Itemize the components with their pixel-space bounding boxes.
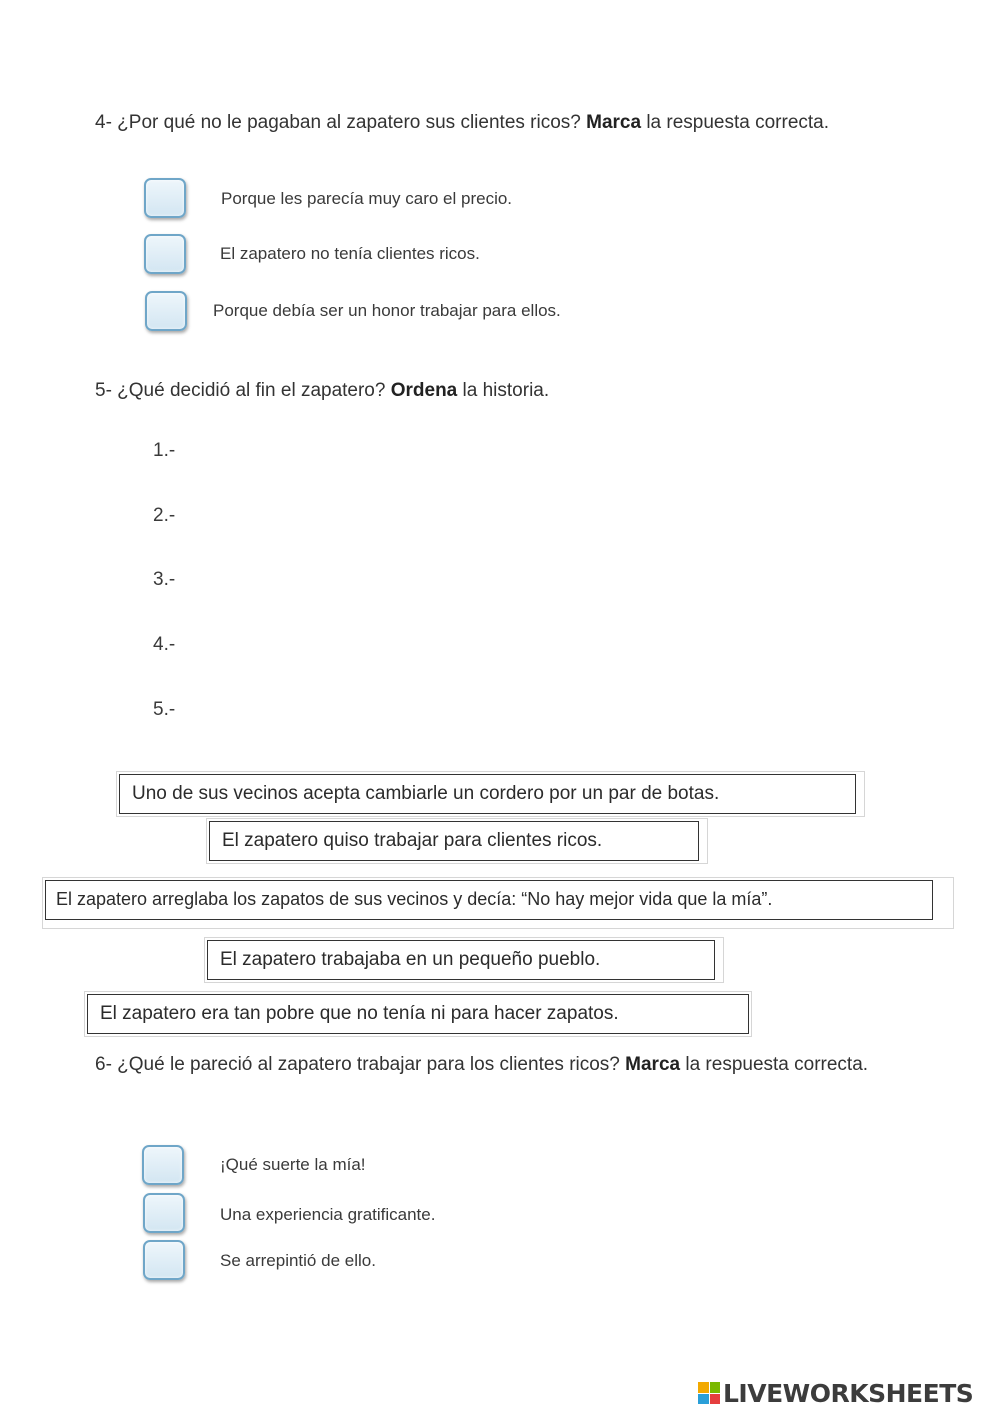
order-slot-5[interactable]: 5.- [153, 699, 176, 720]
order-slot-4[interactable]: 4.- [153, 634, 176, 655]
q6-option-1-label: ¡Qué suerte la mía! [220, 1155, 366, 1174]
q4-option-2-checkbox[interactable] [144, 234, 186, 274]
story-card-2-text: El zapatero quiso trabajar para clientes ricos. [222, 830, 603, 851]
order-slot-1[interactable]: 1.- [153, 440, 176, 461]
q4-option-3-checkbox[interactable] [145, 291, 187, 331]
q4-option-3-label: Porque debía ser un honor trabajar para ellos. [213, 301, 561, 320]
q6-option-3-label: Se arrepintió de ello. [220, 1251, 376, 1270]
story-card-3-text: El zapatero arreglaba los zapatos de sus vecinos y decía: “No hay mejor vida que la mía”. [56, 889, 773, 909]
story-card-1-text: Uno de sus vecinos acepta cambiarle un cordero por un par de botas. [132, 783, 720, 804]
liveworksheets-logo-icon [698, 1382, 720, 1404]
question-5-text: 5- ¿Qué decidió al fin el zapatero? [95, 380, 391, 401]
story-card-3[interactable] [45, 880, 933, 920]
order-slot-2[interactable]: 2.- [153, 505, 176, 526]
question-6-bold: Marca [625, 1054, 681, 1075]
q6-option-1-checkbox[interactable] [142, 1145, 184, 1185]
question-5-suffix: la historia. [457, 380, 550, 401]
q6-option-2-label: Una experiencia gratificante. [220, 1205, 436, 1224]
q4-option-1-label: Porque les parecía muy caro el precio. [221, 189, 513, 208]
question-6-suffix: la respuesta correcta. [680, 1054, 869, 1075]
story-card-5-text: El zapatero era tan pobre que no tenía ni para hacer zapatos. [100, 1003, 619, 1024]
story-card-4[interactable] [207, 940, 715, 980]
question-6-text: 6- ¿Qué le pareció al zapatero trabajar para los clientes ricos? [95, 1054, 626, 1075]
q6-option-3-checkbox[interactable] [143, 1240, 185, 1280]
q4-option-1-checkbox[interactable] [144, 178, 186, 218]
question-5 [95, 376, 918, 406]
story-card-4-text: El zapatero trabajaba en un pequeño pueblo. [220, 949, 601, 970]
question-4-text: 4- ¿Por qué no le pagaban al zapatero sus clientes ricos? [95, 112, 587, 133]
q6-option-2-checkbox[interactable] [143, 1193, 185, 1233]
question-4-bold: Marca [586, 112, 642, 133]
liveworksheets-logo-text: LIVEWORKSHEETS [723, 1378, 974, 1408]
story-card-5[interactable] [87, 994, 749, 1034]
question-4 [95, 108, 918, 138]
story-card-1[interactable] [119, 774, 856, 814]
question-6 [95, 1050, 918, 1080]
q4-option-2-label: El zapatero no tenía clientes ricos. [220, 244, 480, 263]
question-5-bold: Ordena [390, 380, 458, 401]
order-slot-3[interactable]: 3.- [153, 569, 176, 590]
story-card-2[interactable] [209, 821, 699, 861]
question-4-suffix: la respuesta correcta. [641, 112, 830, 133]
liveworksheets-logo [698, 1378, 973, 1408]
